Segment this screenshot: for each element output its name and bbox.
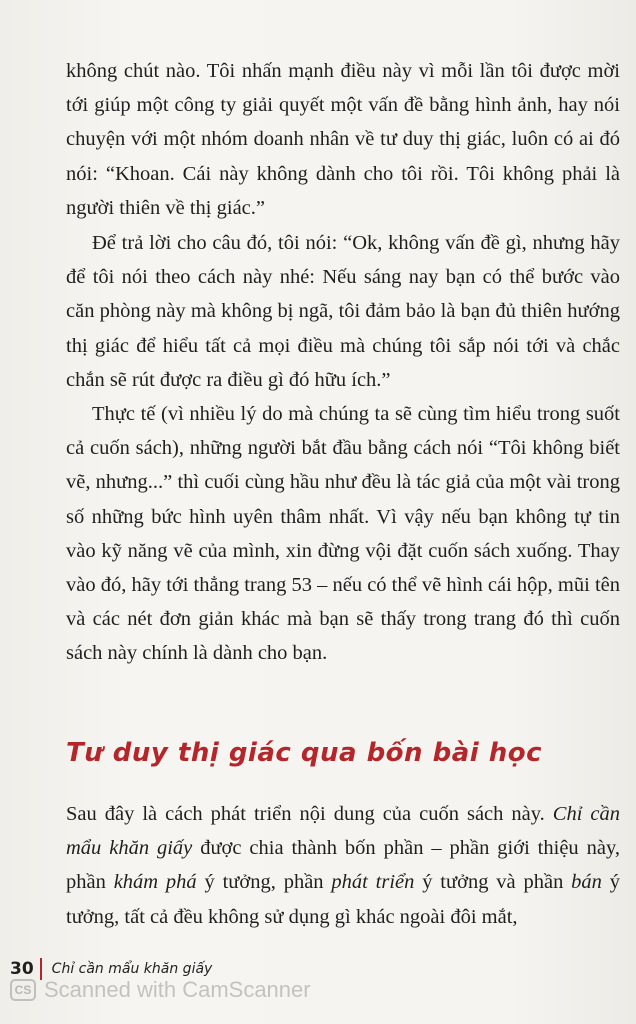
camscanner-logo-icon: CS [10,979,36,1001]
keyword-italic: khám phá [113,871,197,894]
watermark-text: Scanned with CamScanner [44,977,311,1002]
paragraph-4-text: được chia thành bốn phần – phần giới thiệu này, phần [66,837,620,894]
book-title-italic: Chỉ cần mẩu khăn giấy [66,803,620,860]
keyword-italic: phát triển [331,871,415,894]
paragraph-3: Thực tế (vì nhiều lý do mà chúng ta sẽ cùng tìm hiểu trong suốt cả cuốn sách), những người bắt đầu bằng cách nói “Tôi không biết vẽ, nhưng...” thì cuối cùng hầu như đều là tác giả của một vài trong số những bức hình uyên thâm nhất. Vì vậy nếu bạn không tự tin vào kỹ năng vẽ của mình, xin đừng vội đặt cuốn sách xuống. Thay vào đó, hãy tới thẳng trang 53 – nếu có thể vẽ hình cái hộp, mũi tên và các nét đơn giản khác mà bạn sẽ thấy trong trang đó thì cuốn sách này chính là dành cho bạn. [66,403,620,665]
paragraph-4-text: Sau đây là cách phát triển nội dung của cuốn sách này. [66,803,553,825]
paragraph-4 [66,797,620,934]
paragraph-1: không chút nào. Tôi nhấn mạnh điều này vì mỗi lần tôi được mời tới giúp một công ty giải quyết một vấn đề bằng hình ảnh, hay nói chuyện với một nhóm doanh nhân về tư duy thị giác, luôn có ai đó nói: “Khoan. Cái này không dành cho tôi rồi. Tôi không phải là người thiên về thị giác.” [66,60,620,219]
paragraph-4-text: ý tưởng và phần [414,871,572,894]
page-number: 30 [10,959,34,979]
paragraph-4-text: ý tưởng, phần [196,871,332,894]
scanner-watermark [10,976,311,1004]
keyword-italic: bán [571,871,602,894]
running-title: Chỉ cần mẩu khăn giấy [51,961,213,977]
paragraph-4-text: ý tưởng, tất cả đều không sử dụng gì khác ngoài đôi mắt, [66,871,620,928]
section-heading: Tư duy thị giác qua bốn bài học [66,738,543,768]
paragraph-2: Để trả lời cho câu đó, tôi nói: “Ok, không vấn đề gì, nhưng hãy để tôi nói theo cách này nhé: Nếu sáng nay bạn có thể bước vào căn phòng này mà không bị ngã, tôi đảm bảo là bạn đủ thiên hướng thị giác để hiểu tất cả mọi điều mà chúng tôi sắp nói tới và chắc chắn sẽ rút được ra điều gì đó hữu ích.” [66,232,620,391]
